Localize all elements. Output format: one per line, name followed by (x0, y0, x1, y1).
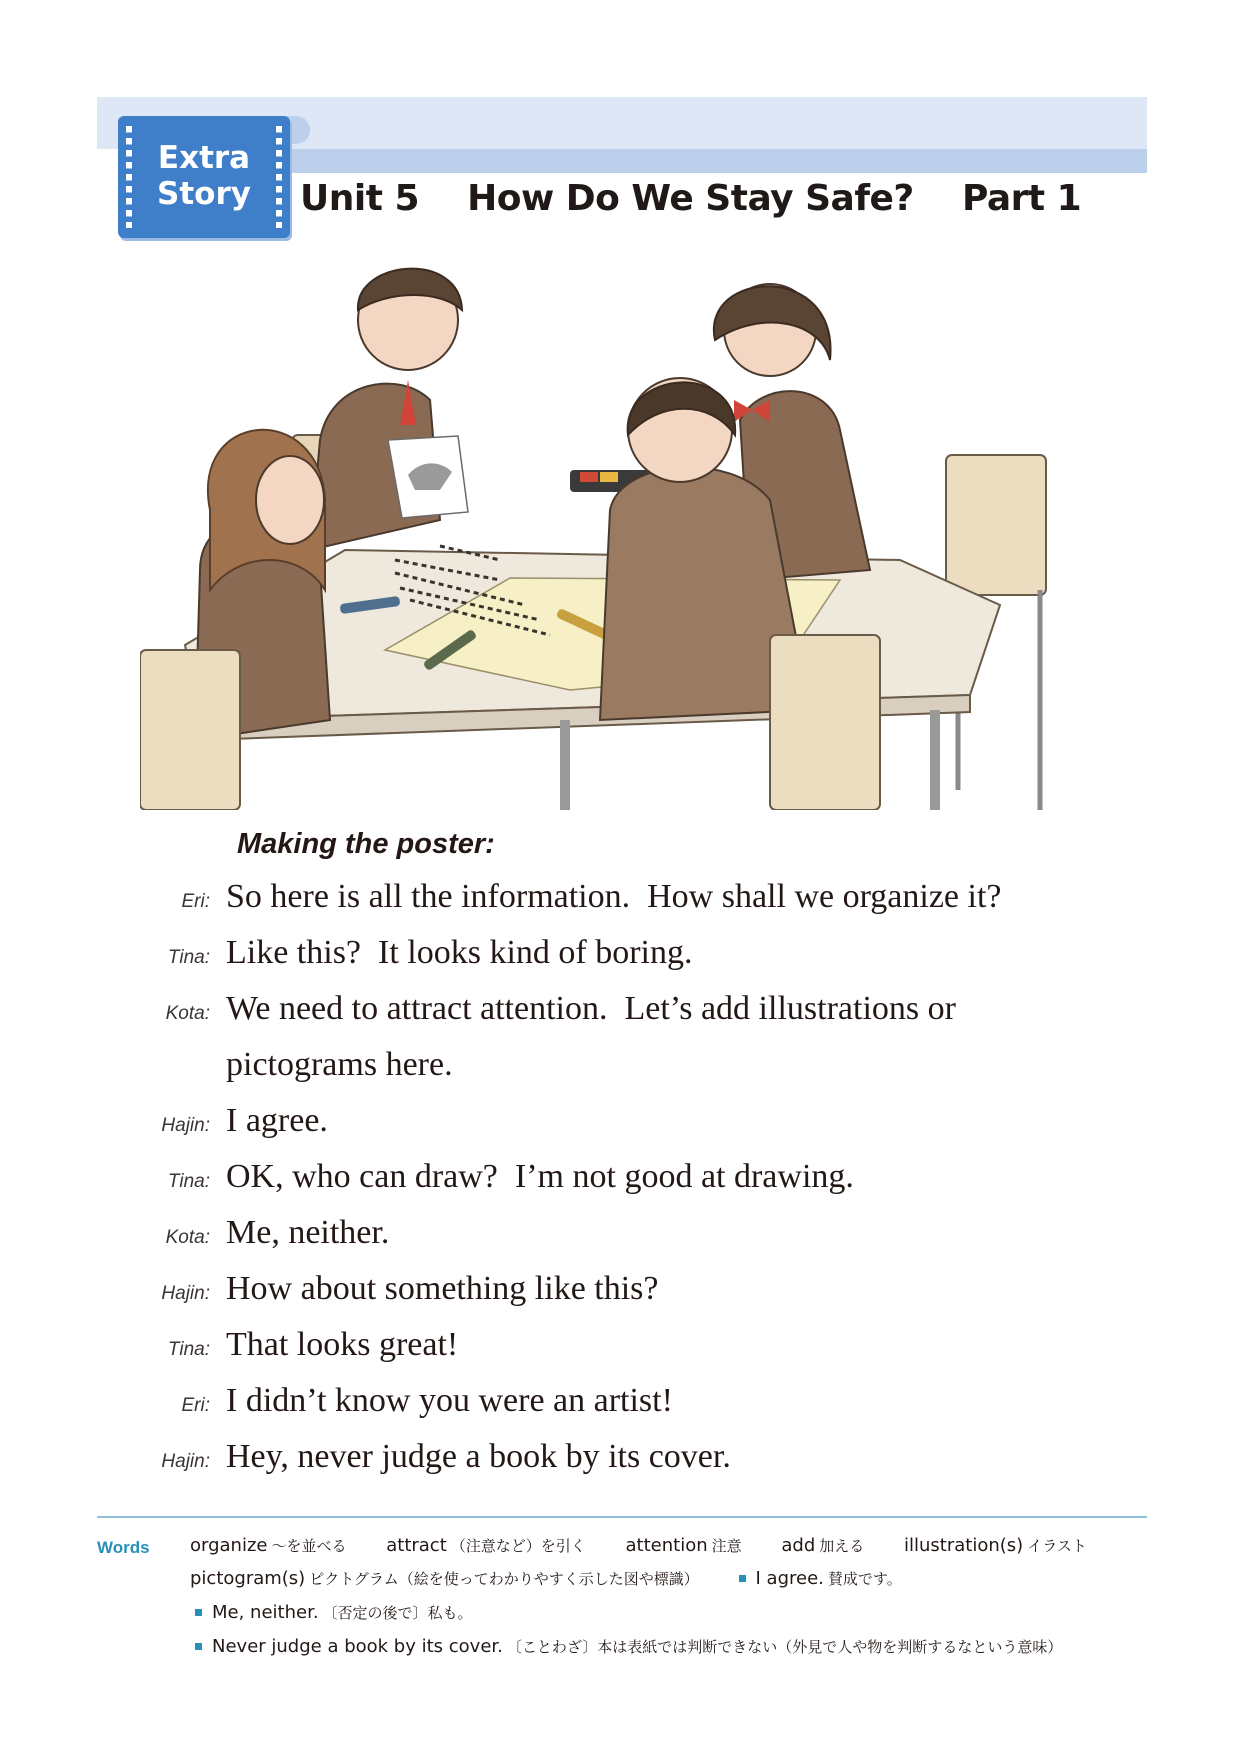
extra-story-badge (118, 116, 290, 238)
speaker-label: Tina: (167, 947, 210, 968)
vocab-term: attention (625, 1535, 708, 1556)
speaker-label: Hajin: (161, 1451, 210, 1472)
dialogue-line (120, 1270, 1120, 1326)
words-row-3 (195, 1602, 473, 1623)
words-row-2 (190, 1568, 902, 1589)
dialogue-line (120, 1326, 1120, 1382)
vocab-gloss: イラスト (1027, 1537, 1087, 1555)
classroom-illustration (140, 250, 1080, 810)
vocab-term: organize (190, 1535, 268, 1556)
speaker-label: Kota: (165, 1003, 210, 1024)
dialogue-line (120, 1382, 1120, 1438)
speaker-label: Tina: (167, 1339, 210, 1360)
badge-line-1: Extra (157, 140, 251, 176)
speaker-label: Tina: (167, 1171, 210, 1192)
speaker-label: Eri: (181, 891, 210, 912)
dialogue-line (120, 1438, 1120, 1494)
vocab-term: I agree. (755, 1568, 824, 1589)
utterance: How about something like this? (226, 1270, 659, 1307)
speaker-label: Eri: (181, 1395, 210, 1416)
utterance: That looks great! (226, 1326, 459, 1363)
dialogue (120, 878, 1120, 1494)
words-label: Words (97, 1538, 150, 1557)
vocab-term: illustration(s) (904, 1535, 1024, 1556)
dialogue-line (120, 1214, 1120, 1270)
vocab-term: Never judge a book by its cover. (212, 1636, 503, 1657)
bullet-icon (195, 1609, 202, 1616)
words-row-1 (190, 1535, 1087, 1556)
dialogue-line (120, 990, 1120, 1046)
vocab-gloss: 加える (819, 1537, 865, 1555)
vocab-term: add (781, 1535, 816, 1556)
utterance: Like this? It looks kind of boring. (226, 934, 693, 971)
vocab-gloss: 賛成です。 (827, 1570, 902, 1588)
utterance: I agree. (226, 1102, 328, 1139)
words-row-4 (195, 1636, 1062, 1657)
utterance: Me, neither. (226, 1214, 390, 1251)
dialogue-line (120, 1102, 1120, 1158)
speaker-label: Hajin: (161, 1283, 210, 1304)
vocab-term: attract (386, 1535, 447, 1556)
utterance: I didn’t know you were an artist! (226, 1382, 673, 1419)
bullet-icon (195, 1643, 202, 1650)
dialogue-line (120, 1158, 1120, 1214)
header-band-accent (240, 149, 1147, 173)
speaker-label: Kota: (165, 1227, 210, 1248)
speaker-label: Hajin: (161, 1115, 210, 1136)
page-title: Unit 5 How Do We Stay Safe? Part 1 (300, 178, 1082, 219)
utterance: We need to attract attention. Let’s add illustrations or (226, 990, 956, 1027)
vocab-term: pictogram(s) (190, 1568, 306, 1589)
bullet-icon (739, 1575, 746, 1582)
vocab-gloss: ～を並べる (271, 1537, 347, 1555)
utterance: pictograms here. (226, 1046, 453, 1083)
badge-line-2: Story (157, 176, 251, 212)
utterance: OK, who can draw? I’m not good at drawing. (226, 1158, 854, 1195)
vocab-gloss: ピクトグラム（絵を使ってわかりやすく示した図や標識） (309, 1570, 699, 1588)
vocab-gloss: （注意など）を引く (450, 1537, 586, 1555)
vocab-gloss: 注意 (711, 1537, 742, 1555)
footer-divider (97, 1516, 1147, 1518)
utterance: So here is all the information. How shall we organize it? (226, 878, 1002, 915)
section-heading: Making the poster: (237, 828, 495, 860)
vocab-gloss: 〔否定の後で〕私も。 (322, 1604, 473, 1622)
dialogue-line (120, 1046, 1120, 1102)
vocab-gloss: 〔ことわざ〕本は表紙では判断できない（外見で人や物を判断するなという意味） (506, 1638, 1063, 1656)
dialogue-line (120, 878, 1120, 934)
utterance: Hey, never judge a book by its cover. (226, 1438, 731, 1475)
vocab-term: Me, neither. (212, 1602, 319, 1623)
badge-label (118, 140, 290, 212)
dialogue-line (120, 934, 1120, 990)
